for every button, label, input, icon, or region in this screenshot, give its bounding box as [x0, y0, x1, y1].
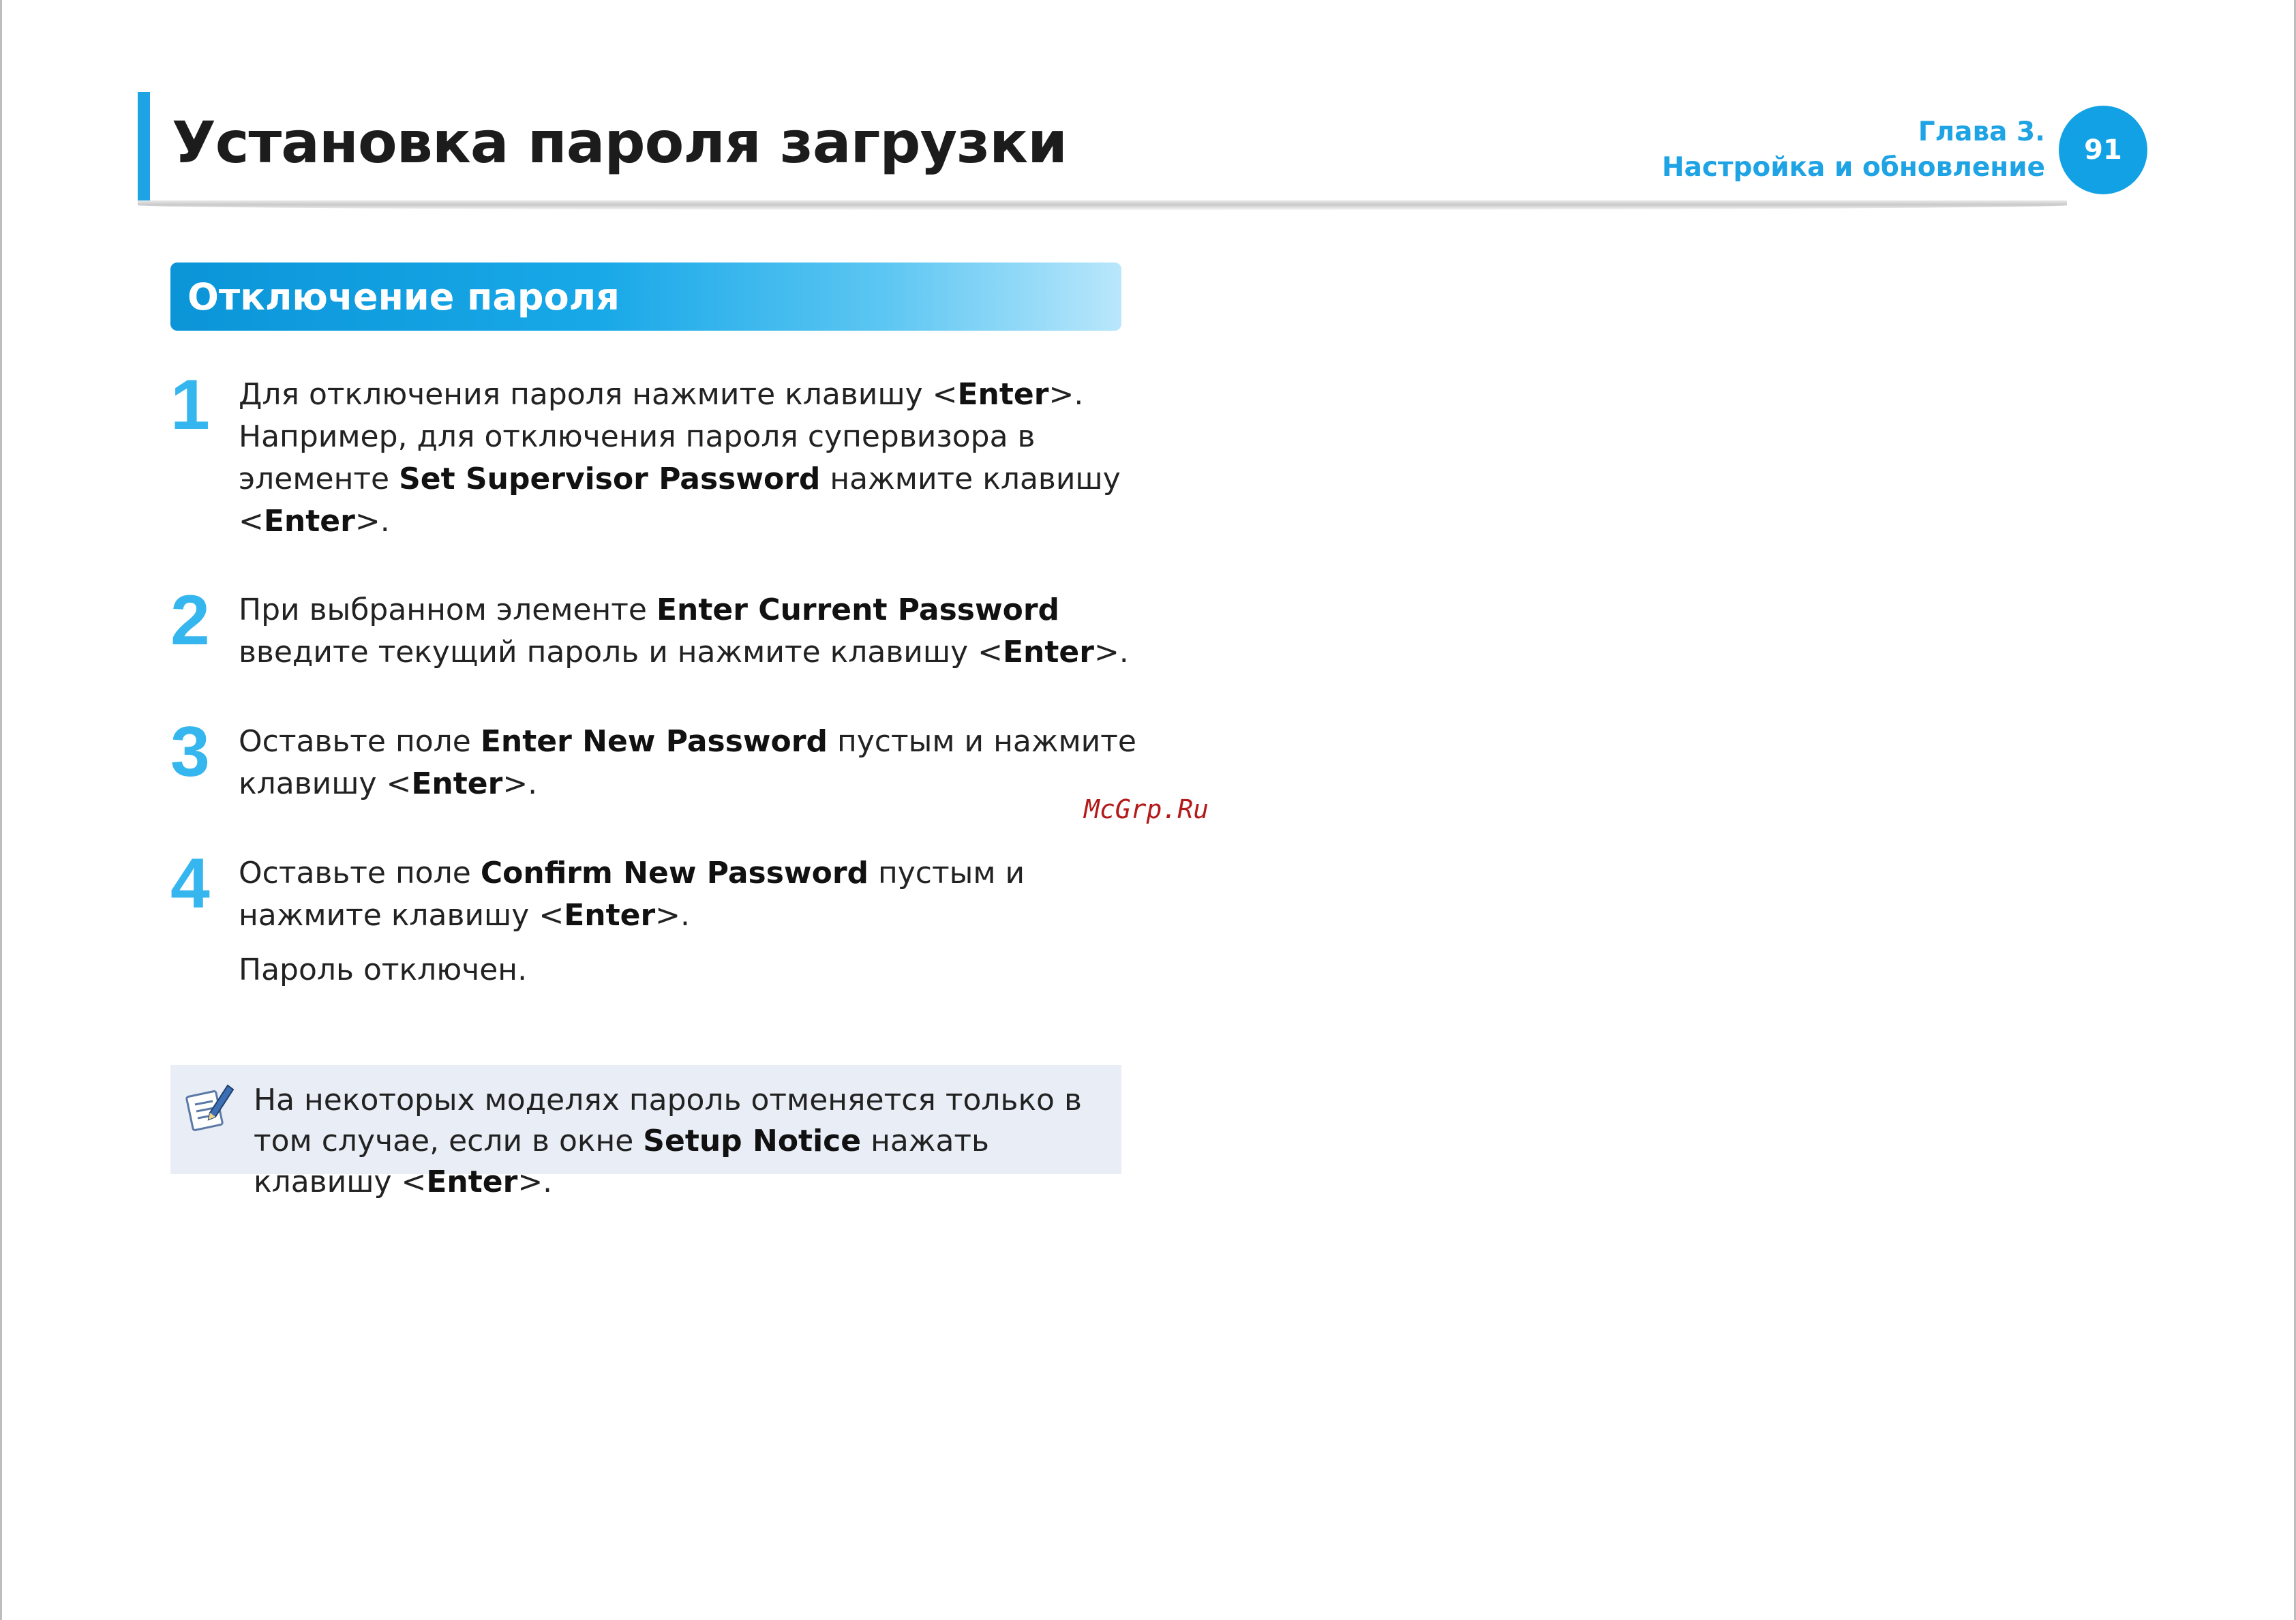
page-number-badge: 91	[2059, 106, 2147, 194]
step-text: Оставьте поле Enter New Password пустым и нажмите клавишу <Enter>.	[239, 724, 1136, 801]
title-accent-bar	[138, 92, 150, 203]
step-result: Пароль отключен.	[239, 952, 528, 987]
watermark: McGrp.Ru	[1084, 794, 1209, 824]
section-heading: Отключение пароля	[170, 262, 1121, 331]
chapter-number: Глава 3.	[1918, 117, 2045, 147]
chapter-label	[1662, 115, 2045, 185]
step-number: 2	[170, 581, 210, 660]
step-text: Оставьте поле Confirm New Password пустым и нажмите клавишу <Enter>. Пароль отключен.	[239, 852, 1138, 991]
step-number: 1	[170, 365, 210, 445]
page-title: Установка пароля загрузки	[172, 109, 1067, 176]
step-number: 4	[170, 844, 210, 923]
step-text: Для отключения пароля нажмите клавишу <Enter>. Например, для отключения пароля супервизора в элементе Set Supervisor Password нажмите клавишу <Enter>.	[239, 377, 1121, 539]
note-box	[170, 1065, 1121, 1199]
title-divider	[138, 200, 2067, 210]
note-text: На некоторых моделях пароль отменяется только в том случае, если в окне Setup Notice нажать клавишу <Enter>.	[254, 1083, 1082, 1199]
chapter-title: Настройка и обновление	[1661, 152, 2045, 183]
note-pencil-icon	[183, 1079, 237, 1133]
step-text: При выбранном элементе Enter Current Password введите текущий пароль и нажмите клавишу <Enter>.	[239, 592, 1129, 670]
page-border-left	[0, 0, 2, 1620]
step-number: 3	[170, 712, 210, 792]
